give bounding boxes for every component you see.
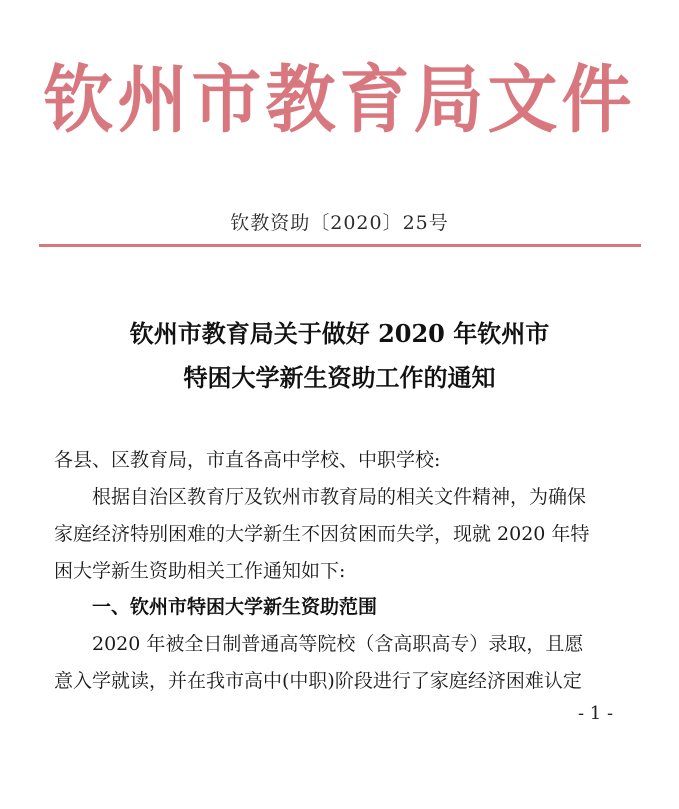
notice-title-line-1: 钦州市教育局关于做好 2020 年钦州市 [129, 319, 550, 348]
paragraph-2-line-1: 2020 年被全日制普通高等院校（含高职高专）录取，且愿 [54, 633, 584, 655]
salutation: 各县、区教育局，市直各高中学校、中职学校: [54, 449, 441, 471]
paragraph-1-line-3: 困大学新生资助相关工作通知如下: [54, 560, 346, 582]
section-1-heading: 一、钦州市特困大学新生资助范围 [92, 596, 378, 618]
paragraph-1-line-2: 家庭经济特别困难的大学新生不因贫困而失学，现就 2020 年特 [54, 523, 590, 545]
paragraph-2-line-2: 意入学就读，并在我市高中(中职)阶段进行了家庭经济困难认定 [54, 670, 582, 692]
page-number: - 1 - [578, 703, 614, 724]
paragraph-1-line-1: 根据自治区教育厅及钦州市教育局的相关文件精神，为确保 [54, 486, 587, 508]
red-divider-line [39, 244, 641, 247]
document-number: 钦教资助〔2020〕25号 [230, 212, 449, 234]
notice-title-line-2: 特困大学新生资助工作的通知 [183, 363, 496, 392]
masthead-title: 钦州市教育局文件 [43, 55, 636, 144]
